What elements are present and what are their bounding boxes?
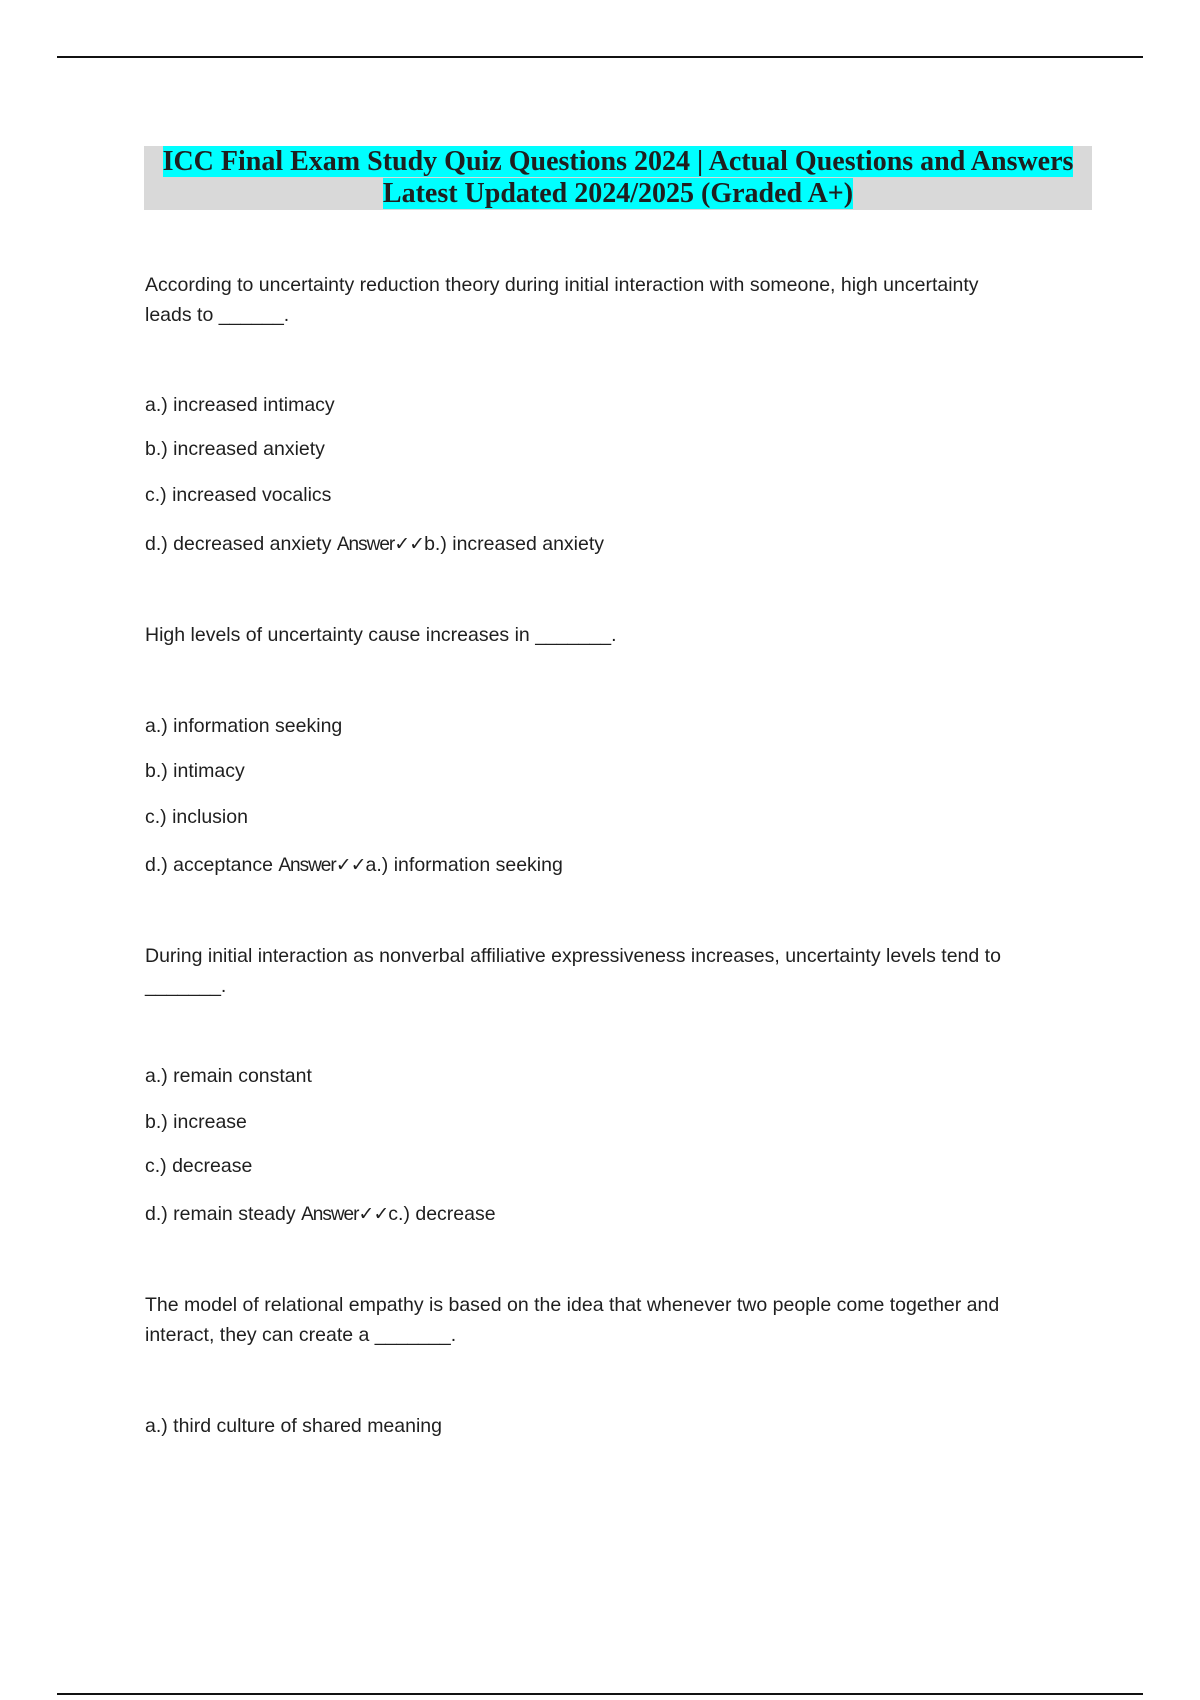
question-1-text: According to uncertainty reduction theory during initial interaction with someone, high uncertainty	[145, 274, 979, 296]
top-rule	[57, 56, 1143, 58]
question-3-option-d-answer	[145, 1199, 496, 1230]
question-2-option-d: d.) acceptance	[145, 854, 273, 876]
question-1-option-d-answer	[145, 529, 604, 560]
question-2-option-c: c.) inclusion	[145, 806, 248, 828]
question-3-text-cont: _______.	[145, 975, 227, 997]
question-2-option-a: a.) information seeking	[145, 715, 343, 737]
question-3-answer: c.) decrease	[388, 1203, 496, 1225]
question-1-option-b: b.) increased anxiety	[145, 438, 325, 460]
answer-check-icon: Answer✓✓	[301, 1204, 389, 1225]
question-3-option-a: a.) remain constant	[145, 1065, 312, 1087]
question-2-answer: a.) information seeking	[365, 854, 563, 876]
question-4-text: The model of relational empathy is based on the idea that whenever two people come together and	[145, 1294, 1000, 1316]
question-2-option-b: b.) intimacy	[145, 760, 245, 782]
question-2-option-d-answer	[145, 850, 563, 881]
question-1-option-d: d.) decreased anxiety	[145, 533, 332, 555]
question-2-text: High levels of uncertainty cause increases in _______.	[145, 624, 617, 646]
document-title	[144, 146, 1092, 210]
question-4-option-a: a.) third culture of shared meaning	[145, 1415, 442, 1437]
question-4-text-cont: interact, they can create a _______.	[145, 1324, 457, 1346]
bottom-rule	[57, 1693, 1143, 1695]
question-3-option-d: d.) remain steady	[145, 1203, 296, 1225]
question-1-option-c: c.) increased vocalics	[145, 484, 332, 506]
answer-check-icon: Answer✓✓	[336, 534, 425, 555]
question-1-answer: b.) increased anxiety	[424, 533, 605, 555]
title-line-2: Latest Updated 2024/2025 (Graded A+)	[382, 178, 854, 209]
title-line-1: ICC Final Exam Study Quiz Questions 2024 | Actual Questions and Answers	[162, 146, 1074, 177]
question-3-option-b: b.) increase	[145, 1111, 247, 1133]
question-1-option-a: a.) increased intimacy	[145, 394, 335, 416]
question-3-text: During initial interaction as nonverbal affiliative expressiveness increases, uncertainty levels tend to	[145, 945, 1001, 967]
question-3-option-c: c.) decrease	[145, 1155, 253, 1177]
answer-check-icon: Answer✓✓	[278, 855, 366, 876]
question-1-text-cont: leads to ______.	[145, 304, 290, 326]
